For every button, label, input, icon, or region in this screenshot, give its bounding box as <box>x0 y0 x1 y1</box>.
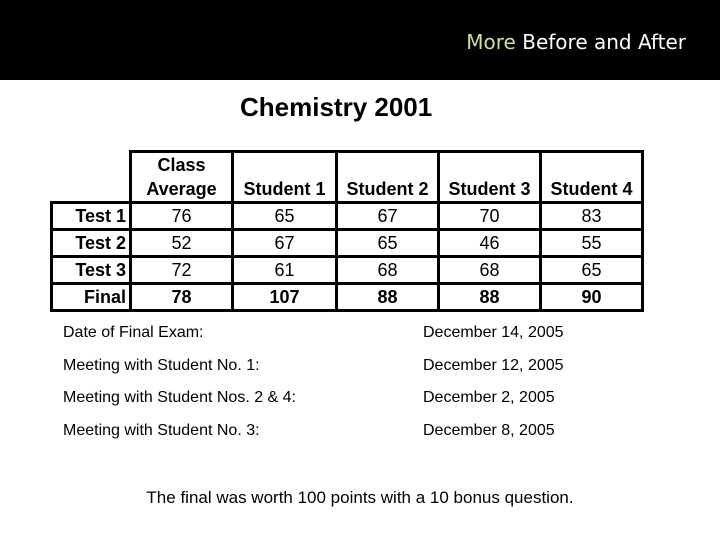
table-cell: 65 <box>337 230 439 257</box>
header-title-accent: More <box>466 30 516 54</box>
column-header-line2: Average <box>146 179 217 199</box>
table-cell: 61 <box>233 257 337 284</box>
column-header-line1: Class <box>157 155 206 175</box>
header-bar <box>0 0 720 80</box>
grades-table <box>50 150 644 312</box>
document-title: Chemistry 2001 <box>240 92 433 122</box>
table-cell: 68 <box>439 257 541 284</box>
table-row-test-1 <box>52 203 643 230</box>
table-row-test-2 <box>52 230 643 257</box>
schedule-label: Meeting with Student No. 1: <box>63 356 260 374</box>
column-header-line2: Student 4 <box>550 179 633 199</box>
header-title-rest: Before and After <box>515 30 686 54</box>
table-cell: 72 <box>131 257 233 284</box>
table-cell: 52 <box>131 230 233 257</box>
table-row-final <box>52 284 643 311</box>
table-cell: 68 <box>337 257 439 284</box>
row-label: Final <box>52 284 131 311</box>
column-header-student-2 <box>337 152 439 203</box>
schedule-label: Meeting with Student Nos. 2 & 4: <box>63 389 297 406</box>
table-cell: 46 <box>439 230 541 257</box>
row-label: Test 1 <box>52 203 131 230</box>
table-cell: 67 <box>233 230 337 257</box>
table-corner-cell <box>52 152 131 203</box>
schedule-date: December 14, 2005 <box>423 324 564 341</box>
row-label: Test 3 <box>52 257 131 284</box>
column-header-line2: Student 2 <box>346 179 429 199</box>
column-header-class-average <box>131 152 233 203</box>
table-cell: 67 <box>337 203 439 230</box>
slide-header-title <box>466 30 686 54</box>
footnote: The final was worth 100 points with a 10 bonus question. <box>146 488 574 507</box>
column-header-student-4 <box>541 152 643 203</box>
table-cell: 76 <box>131 203 233 230</box>
table-row-test-3 <box>52 257 643 284</box>
table-cell: 70 <box>439 203 541 230</box>
schedule-label: Date of Final Exam: <box>63 324 204 341</box>
column-header-student-3 <box>439 152 541 203</box>
schedule-date: December 2, 2005 <box>423 389 555 406</box>
schedule-date: December 12, 2005 <box>423 356 564 374</box>
table-cell: 83 <box>541 203 643 230</box>
table-cell: 88 <box>439 284 541 311</box>
table-cell: 107 <box>233 284 337 311</box>
table-header-row <box>52 152 643 203</box>
column-header-line2: Student 3 <box>448 179 531 199</box>
table-cell: 78 <box>131 284 233 311</box>
column-header-student-1 <box>233 152 337 203</box>
column-header-line2: Student 1 <box>243 179 326 199</box>
table-cell: 90 <box>541 284 643 311</box>
table-cell: 65 <box>233 203 337 230</box>
row-label: Test 2 <box>52 230 131 257</box>
schedule-date: December 8, 2005 <box>423 421 555 439</box>
table-cell: 55 <box>541 230 643 257</box>
table-cell: 65 <box>541 257 643 284</box>
table-cell: 88 <box>337 284 439 311</box>
schedule-label: Meeting with Student No. 3: <box>63 421 260 439</box>
